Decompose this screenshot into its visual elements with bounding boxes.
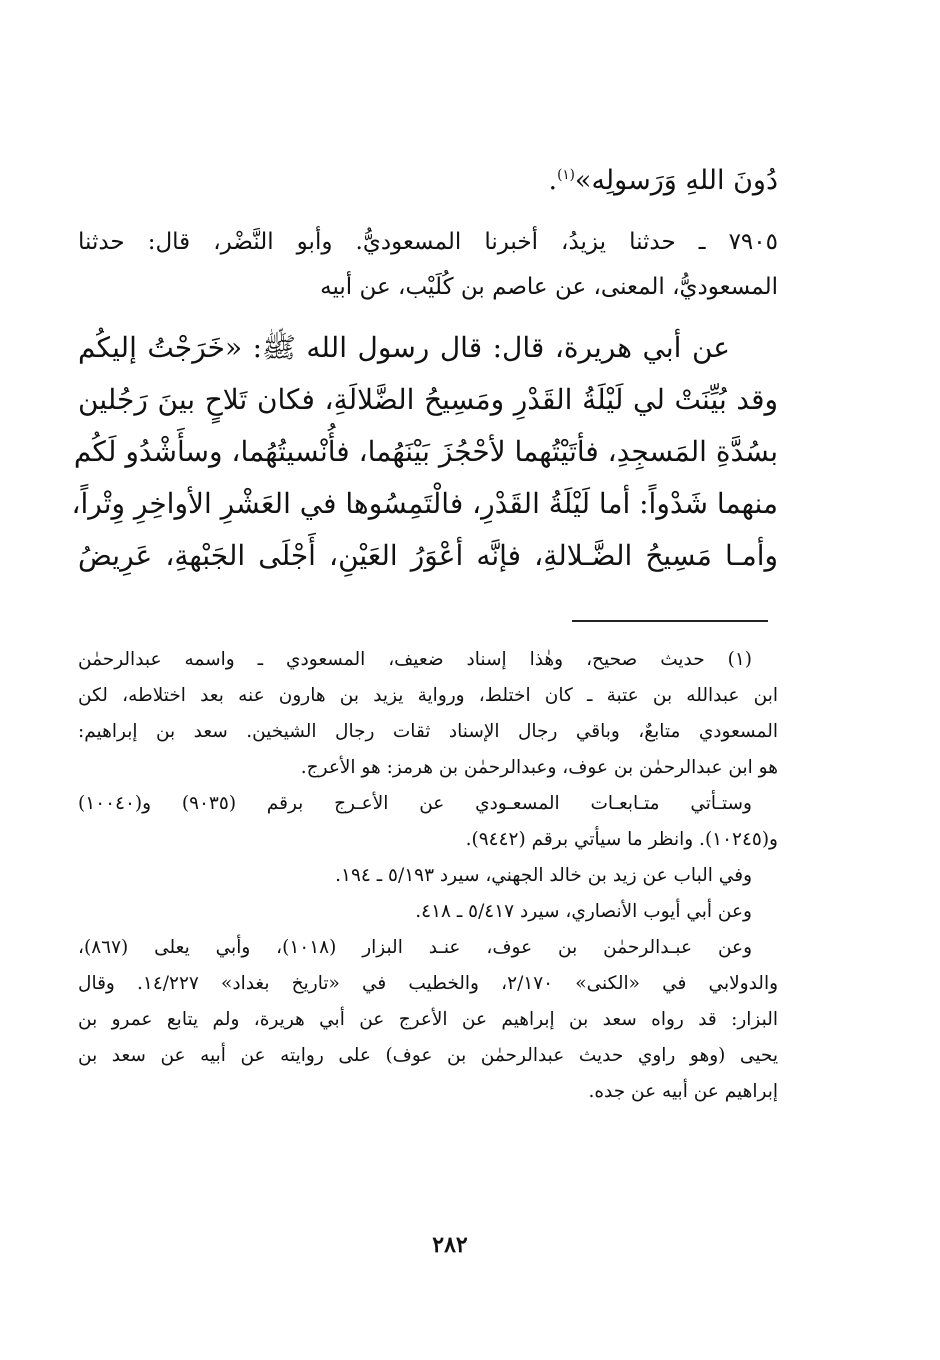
hadith-matn bbox=[71, 322, 779, 582]
footnote-paragraph bbox=[78, 786, 778, 858]
footnotes bbox=[78, 642, 778, 1110]
footnote-separator bbox=[572, 620, 768, 622]
footnote-paragraph bbox=[78, 894, 778, 930]
matn-line: وأمـا مَسِيحُ الضَّـلالةِ، فإنَّه أعْوَرُ العَيْنِ، أَجْلَى الجَبْهةِ، عَرِيضُ bbox=[78, 539, 778, 572]
footnote-line: إبراهيم عن أبيه عن جده. bbox=[588, 1081, 778, 1102]
isnad-line: المسعوديُّ، المعنى، عن عاصم بن كُلَيْب، عن أبيه bbox=[320, 274, 778, 300]
matn-line: بسُدَّةِ المَسجِدِ، فأتَيْتُهما لأحْجُزَ بَيْنَهُما، فأُنْسيتُهُما، وسأَشْدُو لَكُم bbox=[73, 435, 778, 468]
footnote-paragraph bbox=[78, 930, 778, 1110]
footnote-line: وفي الباب عن زيد بن خالد الجهني، سيرد ٥/١٩٣ ـ ١٩٤. bbox=[335, 865, 752, 886]
footnote-line: البزار: قد رواه سعد بن إبراهيم عن الأعرج عن أبي هريرة، ولم يتابع عمرو بن bbox=[78, 1009, 778, 1030]
footnote-line: المسعودي متابعٌ، وباقي رجال الإسناد ثقات رجال الشيخين. سعد بن إبراهيم: bbox=[78, 721, 778, 742]
footnote-line: هو ابن عبدالرحمٰن بن عوف، وعبدالرحمٰن بن هرمز: هو الأعرج. bbox=[300, 757, 778, 778]
footnote-line: يحيى (وهو راوي حديث عبدالرحمٰن بن عوف) على روايته عن أبيه عن سعد بن bbox=[78, 1045, 778, 1066]
footnote-line: و(١٠٢٤٥). وانظر ما سيأتي برقم (٩٤٤٢). bbox=[465, 829, 778, 850]
opening-text: دُونَ اللهِ وَرَسولِه» bbox=[574, 165, 778, 196]
footnote-ref-1: (١) bbox=[557, 167, 575, 183]
footnote-line: وعن عبـدالرحمٰن بن عوف، عنـد البزار (١٠١٨)، وأبي يعلى (٨٦٧)، bbox=[78, 937, 752, 958]
footnote-line: وعن أبي أيوب الأنصاري، سيرد ٥/٤١٧ ـ ٤١٨. bbox=[415, 901, 752, 922]
footnote-line: ابن عبدالله بن عتبة ـ كان اختلط، ورواية يزيد بن هارون عنه بعد اختلاطه، لكن bbox=[78, 685, 778, 706]
footnote-line: وستـأتي متـابعـات المسعـودي عن الأعـرج برقم (٩٠٣٥) و(١٠٠٤٠) bbox=[78, 793, 752, 814]
matn-line: وقد بُيِّنَتْ لي لَيْلَةُ القَدْرِ ومَسِيحُ الضَّلالَةِ، فكان تَلاحٍ بينَ رَجُلين bbox=[78, 383, 779, 416]
matn-line: منهما شَدْواً: أما لَيْلَةُ القَدْرِ، فالْتَمِسُوها في العَشْرِ الأواخِرِ وِتْراً، bbox=[71, 487, 778, 520]
page-number: ٢٨٢ bbox=[432, 1232, 468, 1258]
isnad-line: ٧٩٠٥ ـ حدثنا يزيدُ، أخبرنا المسعوديُّ. وأبو النَّضْر، قال: حدثنا bbox=[78, 229, 778, 255]
footnote-line: والدولابي في «الكنى» ٢/١٧٠، والخطيب في «تاريخ بغداد» ١٤/٢٢٧. وقال bbox=[78, 973, 779, 994]
footnote-paragraph bbox=[78, 642, 778, 786]
hadith-isnad bbox=[78, 220, 778, 310]
opening-line bbox=[178, 152, 778, 204]
opening-end: . bbox=[548, 165, 558, 196]
matn-line: عن أبي هريرة، قال: قال رسول الله ﷺ: «خَرَجْتُ إليكُم bbox=[78, 331, 730, 364]
footnote-line: (١) حديث صحيح، وهٰذا إسناد ضعيف، المسعودي ـ واسمه عبدالرحمٰن bbox=[78, 649, 752, 670]
footnote-paragraph bbox=[78, 858, 778, 894]
